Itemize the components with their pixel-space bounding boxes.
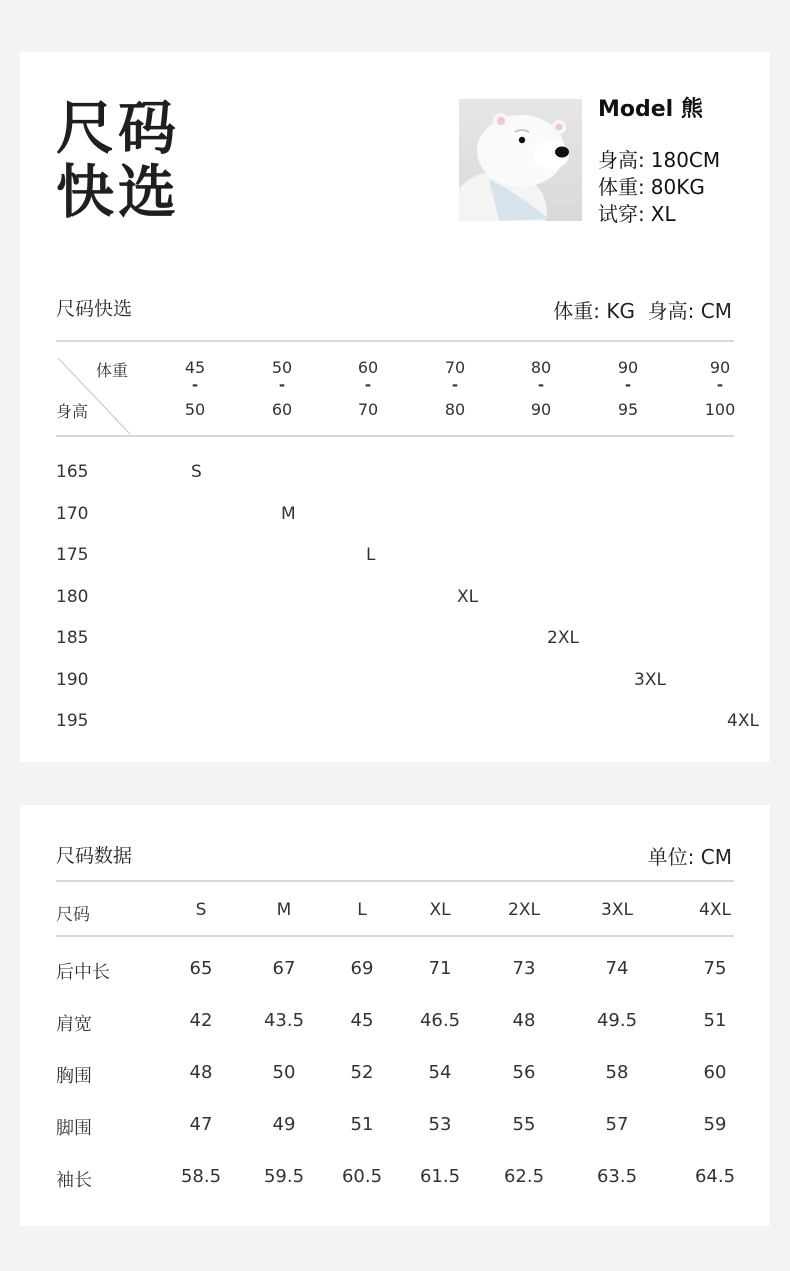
size-data-card [20, 805, 770, 1226]
row-height: 185 [56, 628, 89, 648]
size-quick-select-card [20, 52, 770, 762]
weight-range-dash: - [191, 376, 199, 394]
size-column-header: 2XL [508, 900, 540, 920]
measurement-value: 64.5 [694, 1166, 736, 1187]
weight-range-to: 60 [271, 400, 293, 419]
weight-range-from: 80 [530, 358, 552, 377]
measurement-value: 46.5 [419, 1010, 461, 1031]
measurement-value: 74 [605, 958, 629, 979]
weight-range-from: 45 [184, 358, 206, 377]
model-weight: 体重: 80KG [598, 175, 705, 199]
weight-range-to: 80 [444, 400, 466, 419]
measurement-value: 65 [189, 958, 213, 979]
model-fit: 试穿: XL [598, 202, 676, 226]
data-header-bottom-divider [56, 935, 734, 937]
size-column-header: S [195, 900, 207, 920]
measurement-value: 50 [272, 1062, 296, 1083]
measurement-value: 51 [350, 1114, 374, 1135]
measurement-value: 47 [189, 1114, 213, 1135]
size-column-header: 3XL [601, 900, 633, 920]
row-height: 170 [56, 503, 89, 524]
measurement-value: 54 [428, 1062, 452, 1083]
measurement-label: 袖长 [56, 1170, 92, 1191]
measurement-value: 61.5 [419, 1166, 461, 1187]
measurement-value: 49 [272, 1114, 296, 1135]
measurement-value: 48 [189, 1062, 213, 1083]
data-units: 单位: CM [647, 845, 732, 869]
data-corner-label: 尺码 [56, 905, 90, 925]
measurement-value: 69 [350, 958, 374, 979]
measurement-value: 48 [512, 1010, 536, 1031]
recommended-size: M [281, 503, 296, 524]
row-height: 175 [56, 545, 89, 565]
measurement-value: 60 [703, 1062, 727, 1083]
measurement-value: 53 [428, 1114, 452, 1135]
quick-section-title: 尺码快选 [56, 298, 133, 320]
recommended-size: 2XL [547, 628, 579, 648]
measurement-label: 胸围 [56, 1066, 92, 1087]
model-height: 身高: 180CM [598, 148, 721, 172]
weight-range-to: 90 [530, 400, 552, 419]
recommended-size: L [366, 545, 376, 565]
weight-range-dash: - [451, 376, 459, 394]
weight-range-dash: - [364, 376, 372, 394]
weight-range-dash: - [537, 376, 545, 394]
weight-range-to: 100 [704, 400, 736, 419]
weight-range-from: 90 [709, 358, 731, 377]
row-height: 165 [56, 462, 89, 482]
measurement-value: 59 [703, 1114, 727, 1135]
measurement-value: 45 [350, 1010, 374, 1031]
big-title: 尺码 快选 [56, 94, 181, 226]
measurement-value: 55 [512, 1114, 536, 1135]
size-column-header: XL [429, 900, 451, 920]
weight-range-to: 50 [184, 400, 206, 419]
measurement-value: 73 [512, 958, 536, 979]
header-weight-label: 体重 [96, 361, 129, 380]
weight-range-dash: - [716, 376, 724, 394]
measurement-value: 60.5 [341, 1166, 383, 1187]
weight-range-dash: - [624, 376, 632, 394]
measurement-value: 57 [605, 1114, 629, 1135]
measurement-value: 59.5 [263, 1166, 305, 1187]
header-height-label: 身高 [56, 402, 89, 421]
measurement-value: 42 [189, 1010, 213, 1031]
header-top-divider [56, 340, 734, 342]
recommended-size: 4XL [727, 711, 759, 731]
measurement-value: 52 [350, 1062, 374, 1083]
data-header-top-divider [56, 880, 734, 882]
measurement-value: 43.5 [263, 1010, 305, 1031]
header-bottom-divider [56, 435, 734, 437]
measurement-value: 56 [512, 1062, 536, 1083]
weight-range-to: 95 [617, 400, 639, 419]
measurement-value: 62.5 [503, 1166, 545, 1187]
measurement-value: 75 [703, 958, 727, 979]
measurement-value: 58 [605, 1062, 629, 1083]
row-height: 190 [56, 669, 89, 690]
row-height: 180 [56, 586, 89, 607]
recommended-size: XL [457, 586, 479, 607]
measurement-label: 脚围 [56, 1118, 92, 1139]
size-column-header: 4XL [699, 900, 731, 920]
recommended-size: 3XL [634, 669, 666, 690]
measurement-value: 71 [428, 958, 452, 979]
data-section-title: 尺码数据 [56, 845, 133, 867]
measurement-value: 49.5 [596, 1010, 638, 1031]
weight-range-from: 60 [357, 358, 379, 377]
size-column-header: M [276, 900, 292, 920]
measurement-value: 67 [272, 958, 296, 979]
measurement-label: 肩宽 [56, 1014, 92, 1035]
model-bear-image [459, 99, 582, 221]
model-name: Model 熊 [598, 97, 703, 122]
measurement-value: 58.5 [180, 1166, 222, 1187]
measurement-value: 63.5 [596, 1166, 638, 1187]
row-height: 195 [56, 711, 89, 731]
weight-range-dash: - [278, 376, 286, 394]
weight-range-to: 70 [357, 400, 379, 419]
size-column-header: L [357, 900, 367, 920]
measurement-label: 后中长 [56, 962, 110, 983]
recommended-size: S [191, 462, 202, 482]
weight-range-from: 50 [271, 358, 293, 377]
measurement-value: 51 [703, 1010, 727, 1031]
polar-bear-illustration [459, 99, 582, 221]
weight-range-from: 90 [617, 358, 639, 377]
weight-range-from: 70 [444, 358, 466, 377]
quick-units: 体重: KG 身高: CM [553, 299, 732, 323]
